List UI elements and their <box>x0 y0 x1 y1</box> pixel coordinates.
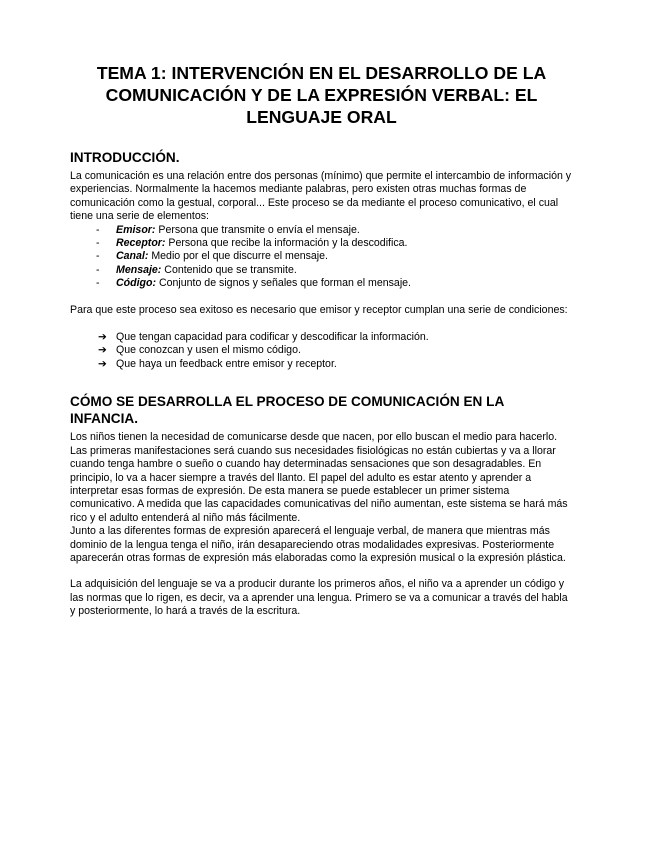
element-term: Emisor: <box>116 223 156 236</box>
list-item <box>70 250 573 263</box>
element-term: Receptor: <box>116 237 166 250</box>
dash-marker: - <box>96 263 100 276</box>
list-item <box>70 224 573 237</box>
arrow-icon: ➔ <box>98 357 107 370</box>
list-item <box>70 237 573 250</box>
intro-paragraph: La comunicación es una relación entre dos personas (mínimo) que permite el intercambio de información y experiencias. Normalmente la hacemos mediante palabras, pero existen otras muchas formas de comunicación como la gestual, corporal... Este proceso se da mediante el proceso comunicativo, el cual tiene una serie de elementos: <box>70 170 572 223</box>
body-paragraph: Los niños tienen la necesidad de comunicarse desde que nacen, por ello buscan el medio para hacerlo. Las primeras manifestaciones será cuando sus necesidades fisiológicas no están cubiertas y va a llorar cuando tenga hambre o sueño o cuando hay determinadas sensaciones que son desagradables. En principio, lo va a hacer siempre a través del llanto. El papel del adulto es estar atento y aprender a interpretar esas formas de expresión. De esta manera se puede establecer un primer sistema comunicativo. A medida que las capacidades comunicativas del niño aumentan, este sistema se hará más rico y el adulto entenderá al niño más fácilmente. <box>70 431 568 524</box>
body-paragraph: Junto a las diferentes formas de expresión aparecerá el lenguaje verbal, de manera que mientras más dominio de la lengua tenga el niño, irán desapareciendo otras modalidades expresivas. Posteriormente aparecerán otras formas de expresión más elaboradas como la expresión musical o la expresión plástica. <box>70 525 566 564</box>
condition-text: Que conozcan y usen el mismo código. <box>116 344 301 357</box>
condition-text: Que haya un feedback entre emisor y receptor. <box>116 357 337 370</box>
arrow-icon: ➔ <box>98 344 107 357</box>
list-item <box>70 358 573 371</box>
element-desc: Persona que recibe la información y la descodifica. <box>165 237 408 250</box>
element-term: Código: <box>116 277 157 290</box>
dash-marker: - <box>96 223 100 236</box>
section-desarrollo-infancia <box>70 393 573 618</box>
list-item <box>70 344 573 357</box>
section-introduccion <box>70 149 573 371</box>
element-desc: Medio por el que discurre el mensaje. <box>148 250 328 263</box>
conditions-list <box>70 331 573 371</box>
section-heading: CÓMO SE DESARROLLA EL PROCESO DE COMUNICACIÓN EN LA INFANCIA. <box>70 394 504 427</box>
element-term: Mensaje: <box>116 263 162 276</box>
arrow-icon: ➔ <box>98 331 107 344</box>
elements-list <box>70 224 573 291</box>
body-paragraph: La adquisición del lenguaje se va a producir durante los primeros años, el niño va a aprender un código y las normas que lo rigen, es decir, va a aprender una lengua. Primero se va a comunicar a través del habla y posteriormente, lo hará a través de la escritura. <box>70 578 568 618</box>
conditions-paragraph: Para que este proceso sea exitoso es necesario que emisor y receptor cumplan una serie de condiciones: <box>70 303 568 316</box>
document-title: TEMA 1: INTERVENCIÓN EN EL DESARROLLO DE LA COMUNICACIÓN Y DE LA EXPRESIÓN VERBAL: EL LENGUAJE ORAL <box>96 63 547 127</box>
condition-text: Que tengan capacidad para codificar y descodificar la información. <box>116 331 429 344</box>
section-heading: INTRODUCCIÓN. <box>70 150 180 165</box>
dash-marker: - <box>96 237 100 250</box>
dash-marker: - <box>96 277 100 290</box>
element-desc: Contenido que se transmite. <box>161 263 297 276</box>
list-item <box>70 277 573 290</box>
list-item <box>70 331 573 344</box>
element-desc: Persona que transmite o envía el mensaje. <box>155 223 360 236</box>
element-term: Canal: <box>116 250 149 263</box>
dash-marker: - <box>96 250 100 263</box>
list-item <box>70 264 573 277</box>
element-desc: Conjunto de signos y señales que forman el mensaje. <box>156 277 412 290</box>
